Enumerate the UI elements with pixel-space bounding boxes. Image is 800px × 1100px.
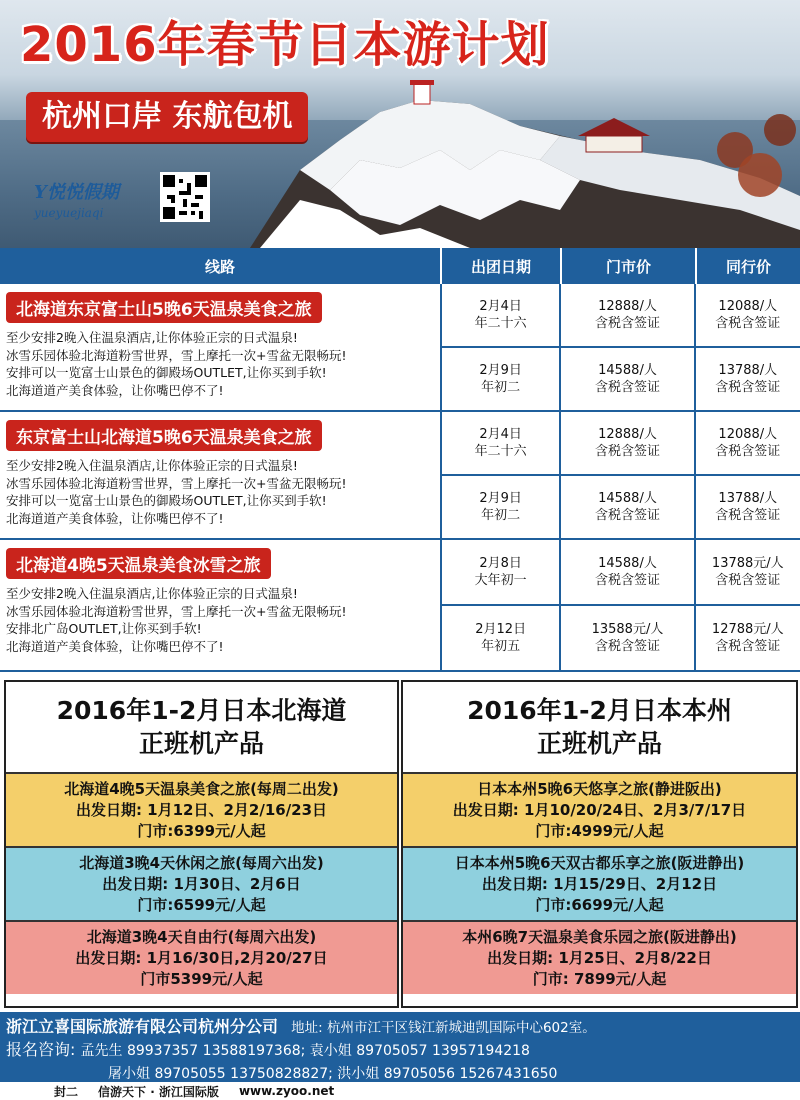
product-dates: 出发日期: 1月25日、2月8/22日 — [487, 948, 712, 967]
trade-price: 12088/人 含税含签证 — [694, 412, 800, 474]
header-retail-price: 门市价 — [560, 248, 695, 284]
hokkaido-products-box — [4, 680, 399, 1008]
departure-date: 2月4日 年二十六 — [474, 427, 527, 459]
page-title: 2016年春节日本游计划 — [20, 17, 550, 73]
tour-desc-line: 安排北广岛OUTLET,让你买到手软! — [6, 621, 202, 636]
departure-slot — [440, 412, 800, 474]
product-dates: 出发日期: 1月15/29日、2月12日 — [481, 874, 718, 893]
contact-line: 屠小姐 89705055 13750828827; 洪小姐 89705056 15267431650 — [108, 1066, 558, 1082]
tour-name: 北海道4晚5天温泉美食冰雪之旅 — [6, 548, 271, 579]
product-name: 日本本州5晚6天悠享之旅(静进阪出) — [477, 779, 722, 798]
header-trade-price: 同行价 — [695, 248, 800, 284]
brand-pinyin: yueyuejiaqi — [34, 206, 104, 220]
box-title — [6, 682, 397, 772]
tour-departures — [440, 284, 800, 410]
product-item — [403, 772, 796, 846]
tour-desc-line: 冰雪乐园体验北海道粉雪世界，雪上摩托一次+雪盆无限畅玩! — [6, 475, 347, 491]
product-price: 门市:6599元/人起 — [137, 895, 266, 914]
tour-departures — [440, 540, 800, 670]
product-name: 北海道3晚4天休闲之旅(每周六出发) — [79, 853, 324, 872]
contact-footer — [0, 1012, 800, 1082]
product-item — [403, 920, 796, 994]
page-label: 封二 — [54, 1084, 79, 1099]
tour-description — [6, 585, 440, 655]
route-badge: 杭州口岸 东航包机 — [26, 92, 308, 142]
retail-price: 14588/人 含税含签证 — [559, 476, 693, 538]
tour-name: 东京富士山北海道5晚6天温泉美食之旅 — [6, 420, 322, 451]
box-title — [403, 682, 796, 772]
retail-price: 12888/人 含税含签证 — [559, 412, 693, 474]
box-title-line: 正班机产品 — [536, 729, 662, 758]
company-address: 地址: 杭州市江干区钱江新城迪凯国际中心602室。 — [291, 1020, 596, 1036]
brand-logo — [34, 178, 159, 220]
retail-price: 12888/人 含税含签证 — [559, 284, 693, 346]
tour-desc-line: 北海道道产美食体验，让你嘴巴停不了! — [6, 510, 224, 526]
tour-desc-line: 至少安排2晚入住温泉酒店,让你体验正宗的日式温泉! — [6, 330, 298, 345]
trade-price: 13788/人 含税含签证 — [694, 348, 800, 410]
departure-date: 2月8日 大年初一 — [474, 556, 527, 588]
tour-desc-line: 至少安排2晚入住温泉酒店,让你体验正宗的日式温泉! — [6, 586, 298, 601]
tour-row — [0, 412, 800, 540]
tour-row — [0, 540, 800, 672]
product-name: 北海道4晚5天温泉美食之旅(每周二出发) — [64, 779, 339, 798]
departure-date: 2月12日 年初五 — [475, 622, 527, 654]
departure-date: 2月9日 年初二 — [479, 363, 522, 395]
departure-date: 2月4日 年二十六 — [474, 299, 527, 331]
departure-date: 2月9日 年初二 — [479, 491, 522, 523]
brand-name: Y悦悦假期 — [34, 182, 119, 203]
departure-slot — [440, 284, 800, 346]
box-title-line: 2016年1-2月日本本州 — [467, 696, 732, 725]
product-price: 门市:6399元/人起 — [137, 821, 266, 840]
trade-price: 13788元/人 含税含签证 — [694, 540, 800, 604]
tour-desc-line: 至少安排2晚入住温泉酒店,让你体验正宗的日式温泉! — [6, 458, 298, 473]
product-name: 北海道3晚4天自由行(每周六出发) — [86, 927, 317, 946]
trade-price: 12088/人 含税含签证 — [694, 284, 800, 346]
tour-desc-line: 冰雪乐园体验北海道粉雪世界，雪上摩托一次+雪盆无限畅玩! — [6, 347, 347, 363]
product-price: 门市:6699元/人起 — [535, 895, 664, 914]
product-name: 日本本州5晚6天双古都乐享之旅(阪进静出) — [454, 853, 745, 872]
tour-desc-line: 北海道道产美食体验，让你嘴巴停不了! — [6, 382, 224, 398]
qr-code-icon — [160, 172, 210, 222]
departure-slot — [440, 604, 800, 670]
departure-slot — [440, 540, 800, 604]
product-dates: 出发日期: 1月30日、2月6日 — [102, 874, 301, 893]
product-item — [6, 846, 397, 920]
tour-desc-line: 安排可以一览富士山景色的御殿场OUTLET,让你买到手软! — [6, 493, 327, 508]
tour-info — [0, 284, 440, 410]
tour-info — [0, 540, 440, 670]
product-name: 本州6晚7天温泉美食乐园之旅(阪进静出) — [462, 927, 737, 946]
trade-price: 13788/人 含税含签证 — [694, 476, 800, 538]
departure-slot — [440, 474, 800, 538]
contact-line: 孟先生 89937357 13588197368; 袁小姐 89705057 13957194218 — [80, 1043, 530, 1059]
product-price: 门市:4999元/人起 — [535, 821, 664, 840]
retail-price: 13588元/人 含税含签证 — [559, 606, 693, 670]
retail-price: 14588/人 含税含签证 — [559, 540, 693, 604]
product-item — [6, 920, 397, 994]
departure-slot — [440, 346, 800, 410]
product-price: 门市: 7899元/人起 — [532, 969, 667, 988]
page-footer-strip — [0, 1082, 800, 1100]
tour-description — [6, 457, 440, 527]
box-title-line: 2016年1-2月日本北海道 — [56, 696, 347, 725]
product-dates: 出发日期: 1月10/20/24日、2月3/7/17日 — [452, 800, 747, 819]
tour-name: 北海道东京富士山5晚6天温泉美食之旅 — [6, 292, 322, 323]
tour-desc-line: 安排可以一览富士山景色的御殿场OUTLET,让你买到手软! — [6, 365, 327, 380]
tour-departures — [440, 412, 800, 538]
tour-description — [6, 329, 440, 399]
hero-banner — [0, 0, 800, 248]
product-item — [403, 846, 796, 920]
honshu-products-box — [401, 680, 798, 1008]
tour-desc-line: 北海道道产美食体验，让你嘴巴停不了! — [6, 638, 224, 654]
product-dates: 出发日期: 1月12日、2月2/16/23日 — [75, 800, 328, 819]
header-route: 线路 — [204, 257, 235, 276]
company-name: 浙江立喜国际旅游有限公司杭州分公司 — [6, 1017, 279, 1036]
box-title-line: 正班机产品 — [138, 729, 264, 758]
tour-info — [0, 412, 440, 538]
slogan: 信游天下 · 浙江国际版 — [98, 1084, 219, 1099]
table-header — [0, 248, 800, 284]
enquiry-label: 报名咨询: — [6, 1040, 76, 1059]
product-price: 门市5399元/人起 — [140, 969, 263, 988]
product-item — [6, 772, 397, 846]
header-date: 出团日期 — [440, 248, 560, 284]
trade-price: 12788元/人 含税含签证 — [694, 606, 800, 670]
product-dates: 出发日期: 1月16/30日,2月20/27日 — [75, 948, 328, 967]
retail-price: 14588/人 含税含签证 — [559, 348, 693, 410]
tour-desc-line: 冰雪乐园体验北海道粉雪世界，雪上摩托一次+雪盆无限畅玩! — [6, 603, 347, 619]
tour-row — [0, 284, 800, 412]
website-link[interactable]: www.zyoo.net — [238, 1084, 335, 1098]
